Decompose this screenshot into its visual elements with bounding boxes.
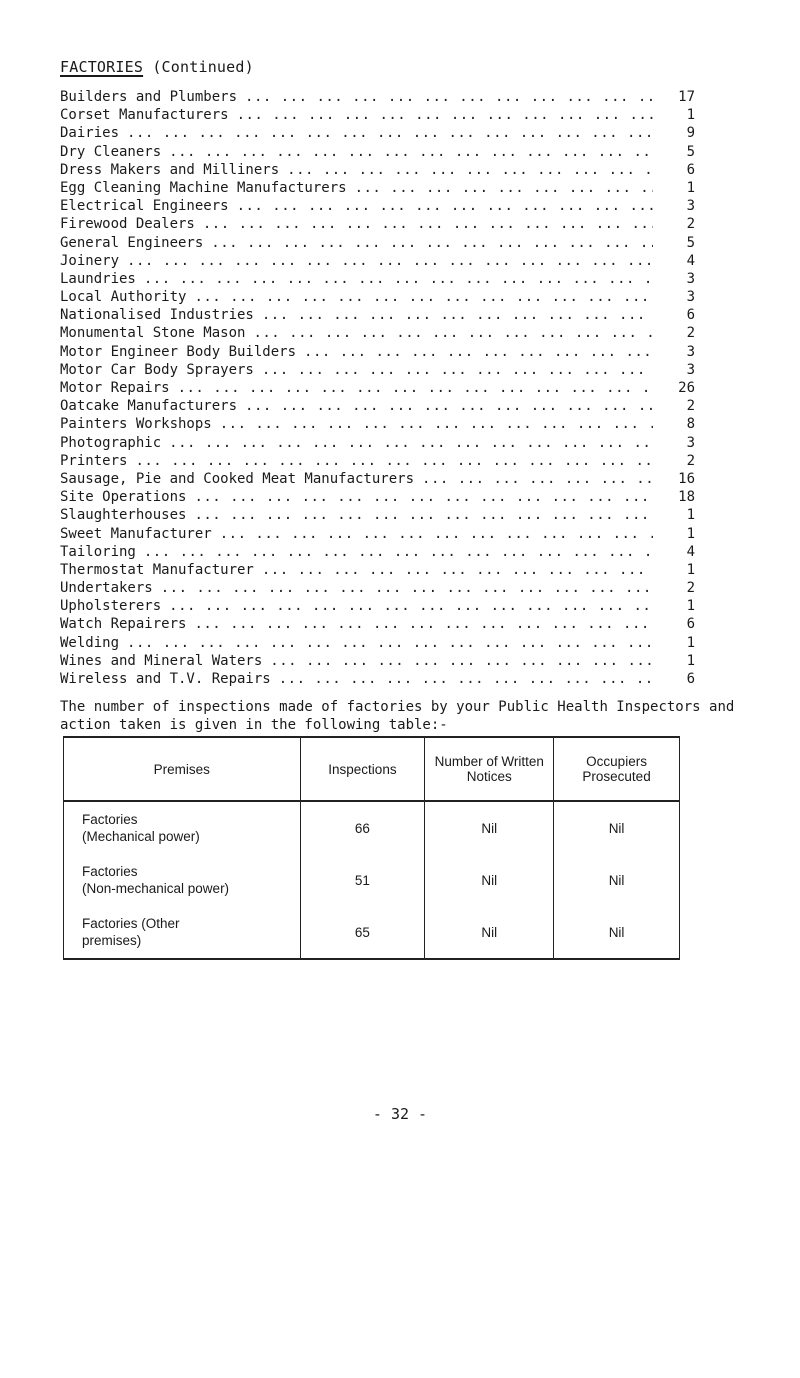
trade-name: Monumental Stone Mason: [60, 325, 246, 342]
trade-name: Tailoring: [60, 543, 136, 560]
premises-line: Factories: [82, 864, 138, 879]
trade-name: Nationalised Industries: [60, 307, 254, 324]
trade-row: [60, 397, 695, 415]
trade-row: [60, 597, 695, 615]
trade-name: Corset Manufacturers: [60, 107, 229, 124]
trade-row: [60, 470, 695, 488]
trade-name: Sweet Manufacturer: [60, 525, 212, 542]
leader-dots: [245, 397, 653, 415]
trade-name: Motor Car Body Sprayers: [60, 361, 254, 378]
trade-count: 2: [686, 216, 695, 233]
section-title: FACTORIES: [60, 58, 144, 76]
trade-name: Joinery: [60, 252, 120, 269]
premises-line: (Mechanical power): [82, 829, 200, 844]
trade-count: 26: [678, 380, 695, 396]
trade-name: Thermostat Manufacturer: [60, 561, 254, 578]
trade-name: General Engineers: [60, 234, 204, 251]
trade-name: Firewood Dealers: [60, 216, 195, 233]
trade-count: 6: [686, 161, 695, 178]
trade-name: Motor Repairs: [60, 380, 170, 396]
trade-count: 16: [678, 470, 695, 487]
premises-cell: [64, 854, 301, 906]
trade-name: Undertakers: [60, 580, 153, 597]
trade-row: [60, 543, 695, 561]
trade-count: 6: [686, 307, 695, 324]
trade-row: [60, 361, 695, 379]
prosecuted-cell: Nil: [554, 801, 680, 854]
trade-name: Dress Makers and Milliners: [60, 161, 280, 178]
trade-row: [60, 488, 695, 506]
trade-row: [60, 215, 695, 233]
leader-dots: [135, 452, 653, 470]
leader-dots: [127, 124, 653, 142]
trade-name: Egg Cleaning Machine Manufacturers: [60, 179, 347, 196]
inspections-cell: 66: [300, 801, 425, 854]
leader-dots: [245, 88, 653, 106]
trade-row: [60, 270, 695, 288]
premises-cell: [64, 801, 301, 854]
leader-dots: [161, 579, 653, 597]
trade-name: Photographic: [60, 434, 162, 451]
trade-row: [60, 306, 695, 324]
leader-dots: [194, 506, 653, 524]
leader-dots: [169, 143, 653, 161]
trade-row: [60, 234, 695, 252]
trade-row: [60, 88, 695, 106]
trade-count: 1: [686, 525, 695, 542]
trade-count: 1: [686, 561, 695, 578]
trade-name: Laundries: [60, 270, 136, 287]
trade-row: [60, 452, 695, 470]
leader-dots: [194, 288, 653, 306]
leader-dots: [194, 615, 653, 633]
trade-name: Dry Cleaners: [60, 143, 162, 160]
intro-paragraph: The number of inspections made of factories by your Public Health Inspectors and action taken is given in the following table:-: [60, 699, 735, 733]
trade-row: [60, 434, 695, 452]
trade-row: [60, 670, 695, 688]
trade-name: Watch Repairers: [60, 616, 187, 633]
leader-dots: [203, 215, 653, 233]
trade-name: Wireless and T.V. Repairs: [60, 671, 271, 687]
trade-row: [60, 179, 695, 197]
leader-dots: [355, 179, 653, 197]
page-number: - 32 -: [372, 1105, 428, 1123]
trade-row: [60, 106, 695, 124]
leader-dots: [422, 470, 653, 488]
table-row: [64, 854, 680, 906]
trade-name: Builders and Plumbers: [60, 89, 238, 105]
leader-dots: [220, 415, 653, 433]
leader-dots: [169, 434, 653, 452]
leader-dots: [279, 670, 653, 688]
header-inspections: Inspections: [300, 737, 425, 801]
trade-count: 6: [686, 616, 695, 633]
header-occupiers-prosecuted: Occupiers Prosecuted: [554, 737, 680, 801]
trade-count: 5: [686, 143, 695, 160]
leader-dots: [127, 252, 653, 270]
trade-name: Motor Engineer Body Builders: [60, 343, 297, 360]
premises-line: (Non-mechanical power): [82, 881, 230, 896]
trade-count: 3: [686, 343, 695, 360]
inspections-cell: 65: [300, 906, 425, 959]
table-header-row: [64, 737, 680, 801]
trade-count: 3: [686, 361, 695, 378]
trade-name: Sausage, Pie and Cooked Meat Manufacturers: [60, 470, 415, 487]
trade-row: [60, 652, 695, 670]
trade-count: 1: [686, 598, 695, 615]
header-premises: Premises: [64, 737, 301, 801]
trade-name: Dairies: [60, 125, 120, 142]
trade-count: 2: [686, 580, 695, 597]
inspections-cell: 51: [300, 854, 425, 906]
premises-line: Factories (Other: [82, 916, 180, 931]
trade-row: [60, 415, 695, 433]
leader-dots: [144, 543, 653, 561]
header-written-notices: Number of Written Notices: [425, 737, 554, 801]
trade-name: Local Authority: [60, 289, 187, 306]
trade-row: [60, 252, 695, 270]
trade-count: 1: [686, 652, 695, 669]
leader-dots: [262, 561, 653, 579]
leader-dots: [220, 525, 653, 543]
trade-row: [60, 525, 695, 543]
leader-dots: [287, 161, 653, 179]
leader-dots: [270, 652, 653, 670]
trade-name: Slaughterhouses: [60, 507, 187, 524]
notices-cell: Nil: [425, 854, 554, 906]
leader-dots: [237, 197, 653, 215]
trade-row: [60, 197, 695, 215]
premises-cell: [64, 906, 301, 959]
trade-count: 3: [686, 289, 695, 306]
trade-row: [60, 506, 695, 524]
trade-count: 18: [678, 489, 695, 506]
trade-name: Site Operations: [60, 489, 187, 506]
leader-dots: [262, 361, 653, 379]
table-row: [64, 906, 680, 959]
trade-row: [60, 634, 695, 652]
leader-dots: [169, 597, 653, 615]
section-subtitle: (Continued): [152, 58, 254, 76]
trade-row: [60, 143, 695, 161]
trade-name: Oatcake Manufacturers: [60, 398, 238, 415]
trade-row: [60, 161, 695, 179]
trade-row: [60, 324, 695, 342]
leader-dots: [211, 234, 653, 252]
trade-count: 17: [678, 89, 695, 105]
premises-line: Factories: [82, 812, 138, 827]
trade-name: Wines and Mineral Waters: [60, 652, 263, 669]
leader-dots: [253, 324, 653, 342]
leader-dots: [194, 488, 653, 506]
trade-count: 4: [686, 252, 695, 269]
trade-row: [60, 379, 695, 397]
trade-name: Welding: [60, 634, 120, 651]
trade-row: [60, 343, 695, 361]
leader-dots: [304, 343, 653, 361]
trade-name: Printers: [60, 452, 128, 469]
trade-row: [60, 288, 695, 306]
trade-count: 3: [686, 198, 695, 215]
trade-count: 3: [686, 434, 695, 451]
trade-count: 1: [686, 507, 695, 524]
leader-dots: [262, 306, 653, 324]
trade-count: 2: [686, 452, 695, 469]
trade-count: 4: [686, 543, 695, 560]
notices-cell: Nil: [425, 801, 554, 854]
leader-dots: [144, 270, 653, 288]
trade-row: [60, 615, 695, 633]
trade-name: Electrical Engineers: [60, 198, 229, 215]
trade-count: 2: [686, 398, 695, 415]
trade-count: 1: [686, 179, 695, 196]
trade-row: [60, 579, 695, 597]
trade-count: 5: [686, 234, 695, 251]
leader-dots: [237, 106, 653, 124]
trade-row: [60, 561, 695, 579]
page-title: [60, 58, 254, 76]
notices-cell: Nil: [425, 906, 554, 959]
trade-count: 8: [686, 416, 695, 433]
trade-count: 2: [686, 325, 695, 342]
trade-name: Painters Workshops: [60, 416, 212, 433]
trade-count: 6: [686, 671, 695, 687]
leader-dots: [127, 634, 653, 652]
trade-row: [60, 124, 695, 142]
inspections-table: [63, 736, 680, 960]
trade-count: 1: [686, 107, 695, 124]
table-row: [64, 801, 680, 854]
trade-list: [60, 88, 695, 688]
prosecuted-cell: Nil: [554, 906, 680, 959]
premises-line: premises): [82, 933, 142, 948]
prosecuted-cell: Nil: [554, 854, 680, 906]
trade-count: 3: [686, 270, 695, 287]
trade-count: 9: [686, 125, 695, 142]
leader-dots: [178, 379, 653, 397]
trade-name: Upholsterers: [60, 598, 162, 615]
trade-count: 1: [686, 634, 695, 651]
